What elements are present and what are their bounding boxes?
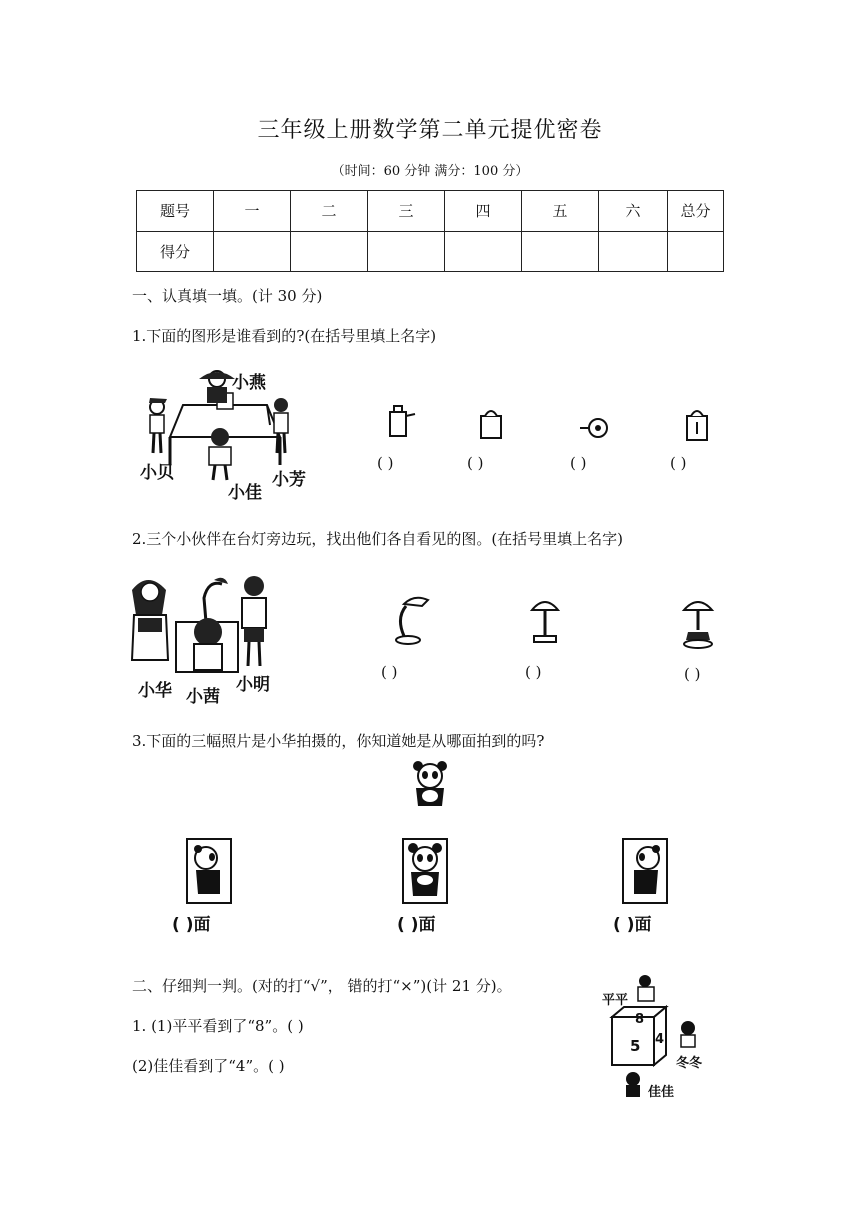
score-header-cell: 六 [599,191,668,232]
page-title: 三年级上册数学第二单元提优密卷 [257,118,603,143]
answer-blank[interactable]: ( ) [377,454,394,472]
teapot-top-view-icon [578,416,612,440]
name-label-middle: 小茜 [186,687,220,707]
score-header-cell: 一 [214,191,291,232]
name-label-right: 小明 [236,675,270,695]
photo-panda-side-left [186,838,232,904]
answer-blank[interactable]: ( ) [684,665,701,683]
teapot-back-view-icon [476,406,506,440]
answer-blank[interactable]: ( ) [467,454,484,472]
question-2-1a-text: 1. (1)平平看到了“8”。( ) [132,1017,304,1035]
score-cell[interactable] [214,231,291,272]
question-1-2-text: 2.三个小伙伴在台灯旁边玩，找出他们各自看见的图。(在括号里填上名字) [132,530,624,548]
section-1-heading: 一、认真填一填。(计 30 分) [132,287,323,305]
teapot-front-view-icon [682,406,712,442]
lamp-side-view-icon [392,594,434,650]
score-row-label: 得分 [137,231,214,272]
answer-blank[interactable]: ( ) [570,454,587,472]
cube-face-side: 4 [655,1032,665,1047]
score-cell[interactable] [291,231,368,272]
name-label-bottom: 小佳 [228,483,262,503]
score-header-cell: 四 [445,191,522,232]
score-header-cell: 三 [368,191,445,232]
answer-blank[interactable]: ( )面 [172,915,211,935]
lamp-scene-illustration [128,570,278,675]
score-cell[interactable] [368,231,445,272]
score-table [136,190,724,272]
score-header-cell: 总分 [668,191,724,232]
cube-face-top: 8 [635,1012,645,1027]
score-cell[interactable] [522,231,599,272]
answer-blank[interactable]: ( ) [381,663,398,681]
photo-panda-front [402,838,448,904]
section-2-heading: 二、仔细判一判。(对的打“√”， 错的打“×”)(计 21 分)。 [132,977,512,995]
panda-front-icon [410,760,450,812]
question-2-1b-text: (2)佳佳看到了“4”。( ) [132,1057,285,1075]
question-1-1-text: 1.下面的图形是谁看到的?(在括号里填上名字) [132,327,437,345]
cube-name-top: 平平 [602,993,629,1008]
score-table-score-row [137,231,724,272]
name-label-left: 小贝 [140,463,174,483]
cube-face-front: 5 [630,1037,641,1055]
answer-blank[interactable]: ( )面 [397,915,436,935]
score-cell[interactable] [445,231,522,272]
answer-blank[interactable]: ( ) [670,454,687,472]
exam-info: （时间：60 分钟 满分：100 分） [331,164,529,179]
name-label-top: 小燕 [232,373,266,393]
lamp-front-view-icon [528,594,562,650]
photo-panda-side-right [622,838,668,904]
score-header-cell: 题号 [137,191,214,232]
answer-blank[interactable]: ( ) [525,663,542,681]
answer-blank[interactable]: ( )面 [613,915,652,935]
name-label-left: 小华 [138,681,172,701]
question-1-3-text: 3.下面的三幅照片是小华拍摄的，你知道她是从哪面拍到的吗? [132,732,545,750]
name-label-right: 小芳 [272,470,306,490]
lamp-back-view-icon [680,594,716,654]
score-cell[interactable] [599,231,668,272]
score-cell[interactable] [668,231,724,272]
cube-name-right: 冬冬 [676,1056,703,1071]
cube-name-bottom: 佳佳 [648,1085,675,1100]
score-table-header-row [137,191,724,232]
teapot-side-view-icon [385,404,419,440]
score-header-cell: 二 [291,191,368,232]
score-header-cell: 五 [522,191,599,232]
